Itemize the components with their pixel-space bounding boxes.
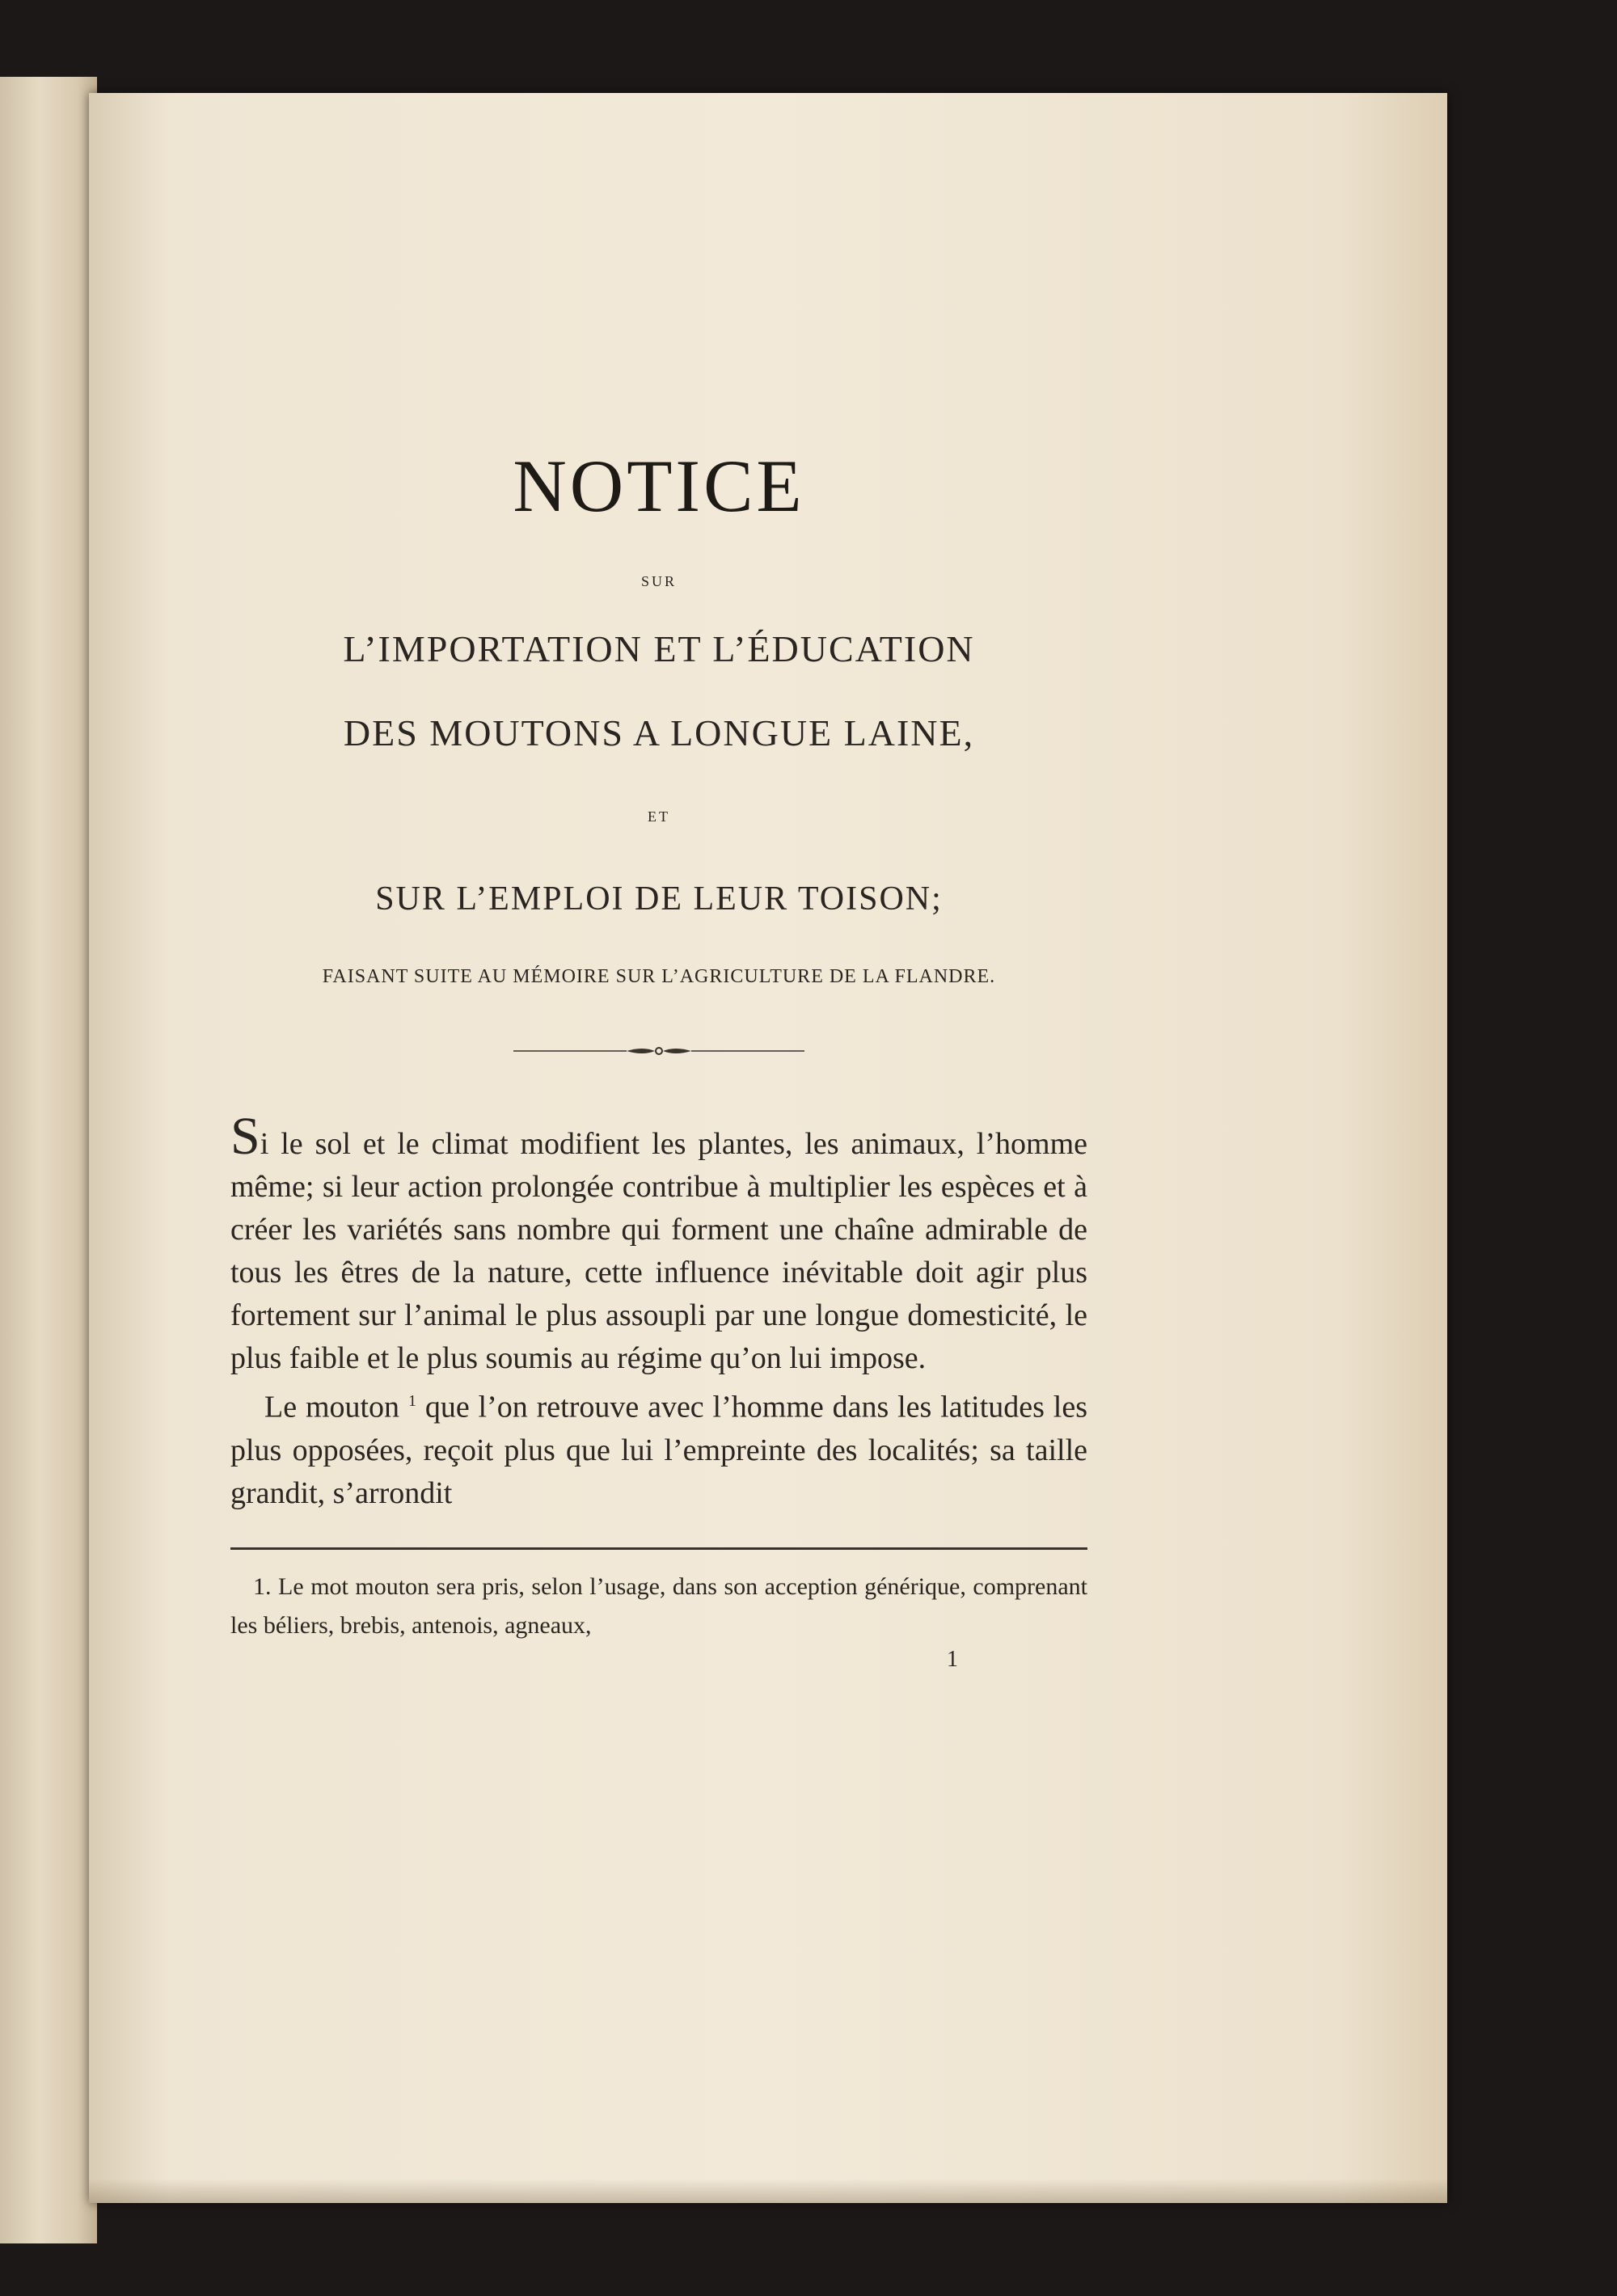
title-notice: NOTICE (513, 445, 805, 527)
footnote (230, 1568, 1087, 1645)
paragraph-2-text-b: que l’on retrouve avec l’homme dans les latitudes les plus opposées, reçoit plus que lui l’empreinte des localités; sa taille grandit, s’arrondit (230, 1390, 1088, 1510)
footnote-ref: 1 (407, 1392, 416, 1410)
ornament-divider (513, 1043, 804, 1059)
footnote-text: Le mot mouton sera pris, selon l’usage, dans son acception générique, comprenant les béliers, brebis, antenois, agneaux, (230, 1572, 1087, 1639)
page-number: 1 (947, 1646, 958, 1672)
page-content (230, 352, 1087, 1673)
title-line-1: L’IMPORTATION ET L’ÉDUCATION (343, 628, 975, 669)
title-sur: SUR (640, 573, 677, 589)
body-text (230, 1107, 1088, 1515)
paragraph-1-text: i le sol et le climat modifient les plantes, les animaux, l’homme même; si leur action prolongée contribue à multiplier les espèces et à créer les variétés sans nombre qui forment une chaîne admirable de tous les êtres de la nature, cette influence inévitable doit agir plus fortement sur l’animal le plus assoupli par une longue domesticité, le plus faible et le plus soumis au régime qu’on lui impose. (230, 1127, 1087, 1375)
title-line-2: DES MOUTONS A LONGUE LAINE, (343, 712, 975, 753)
footnote-rule (230, 1547, 1087, 1550)
paragraph-2 (230, 1380, 1087, 1515)
drop-cap: S (230, 1107, 260, 1166)
footnote-number: 1. (253, 1572, 272, 1600)
paragraph-2-text-a: Le mouton (264, 1390, 400, 1424)
title-et: ET (648, 808, 670, 825)
left-page-edge (0, 77, 97, 2243)
paragraph-1 (230, 1107, 1087, 1380)
subtitle: FAISANT SUITE AU MÉMOIRE SUR L’AGRICULTURE DE LA FLANDRE. (322, 966, 996, 987)
book-page (89, 93, 1447, 2203)
title-line-3: SUR L’EMPLOI DE LEUR TOISON; (375, 880, 943, 918)
